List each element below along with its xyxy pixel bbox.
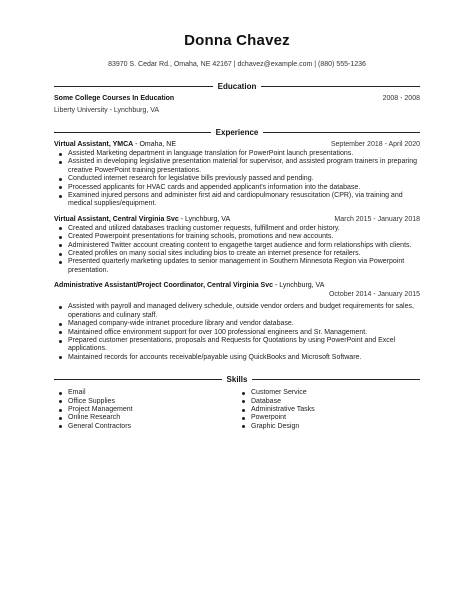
- skill-item: Email: [68, 389, 237, 397]
- divider-line: [261, 86, 420, 87]
- bullet-item: Assisted in developing legislative presentation material for supervisor, and assisted program trainers in preparing creative PowerPoint training presentations.: [68, 158, 420, 175]
- bullet-item: Maintained records for accounts receivable/payable using QuickBooks and Microsoft Software.: [68, 354, 420, 362]
- job-role: Virtual Assistant, Central Virginia Svc: [54, 215, 179, 223]
- job-dates: September 2018 - April 2020: [330, 141, 420, 148]
- divider-line: [54, 132, 211, 133]
- bullet-item: Presented quarterly marketing updates to senior management in Southern Minnesota Region via Powerpoint presentation.: [68, 258, 420, 275]
- job-header: [54, 215, 420, 224]
- job-location: - Lynchburg, VA: [178, 215, 231, 223]
- divider-line: [252, 379, 420, 380]
- bullet-item: Prepared customer presentations, proposals and Requests for Quotations by using PowerPoint and Excel applications.: [68, 337, 420, 354]
- skills-section-header: [54, 374, 420, 384]
- skill-item: Online Research: [68, 414, 237, 422]
- bullet-item: Created Powerpoint presentations for training schools, promotions and new accounts.: [68, 233, 420, 241]
- bullet-item: Created and utilized databases tracking customer requests, fulfillment and order history.: [68, 225, 420, 233]
- bullet-item: Examined injured persons and administer first aid and cardiopulmonary resuscitation (CPR), via training and medical supplies/equipment.: [68, 192, 420, 209]
- education-school: Liberty University - Lynchburg, VA: [54, 107, 160, 114]
- education-row: [54, 94, 420, 103]
- job-dates: March 2015 - January 2018: [334, 215, 420, 223]
- education-title: Education: [217, 81, 257, 91]
- experience-section-header: [54, 127, 420, 137]
- job-role: Administrative Assistant/Project Coordinator, Central Virginia Svc: [54, 282, 274, 290]
- divider-line: [54, 86, 213, 87]
- skill-item: General Contractors: [68, 423, 237, 431]
- job-bullets: [54, 150, 420, 209]
- skill-item: Powerpoint: [251, 414, 420, 422]
- skill-item: Customer Service: [251, 389, 420, 397]
- experience-title: Experience: [215, 127, 259, 137]
- bullet-item: Created profiles on many social sites including bios to create an internet presence for retailers.: [68, 250, 420, 258]
- skills-column-right: [237, 389, 420, 431]
- job-header: [54, 140, 420, 149]
- candidate-name: Donna Chavez: [184, 32, 290, 49]
- education-section-header: [54, 81, 420, 91]
- education-degree: Some College Courses In Education: [54, 95, 175, 102]
- job-bullets: [54, 225, 420, 275]
- job-location: - Omaha, NE: [133, 141, 177, 148]
- bullet-item: Administered Twitter account creating content to engagethe target audience and form relationships with clients.: [68, 242, 420, 250]
- skills-title: Skills: [226, 374, 248, 384]
- divider-line: [263, 132, 420, 133]
- job-header: [54, 281, 420, 290]
- job-bullets: [54, 303, 420, 362]
- bullet-item: Assisted Marketing department in language translation for PowerPoint launch presentations.: [68, 150, 420, 158]
- skill-item: Office Supplies: [68, 398, 237, 406]
- job-entry: [54, 281, 420, 362]
- job-entry: [54, 140, 420, 209]
- job-entry: [54, 215, 420, 275]
- bullet-item: Conducted internet research for legislative bills previously passed and pending.: [68, 175, 420, 183]
- job-dates: October 2014 - January 2015: [328, 291, 420, 299]
- bullet-item: Maintained office environment support for over 100 professional engineers and Sr. Management.: [68, 329, 420, 337]
- bullet-item: Assisted with payroll and managed delivery schedule, outside vendor orders and budget requirements for sales, operations and culinary staff.: [68, 303, 420, 320]
- contact-line: 83970 S. Cedar Rd., Omaha, NE 42167 | dchavez@example.com | (880) 555-1236: [108, 61, 366, 68]
- education-dates: 2008 - 2008: [382, 95, 420, 102]
- job-location: - Lynchburg, VA: [273, 282, 325, 290]
- bullet-item: Managed company-wide intranet procedure library and vendor database.: [68, 320, 420, 328]
- job-dates-row: [54, 290, 420, 299]
- skill-item: Administrative Tasks: [251, 406, 420, 414]
- skill-item: Graphic Design: [251, 423, 420, 431]
- skills-list: [54, 388, 420, 431]
- skill-item: Project Management: [68, 406, 237, 414]
- bullet-item: Processed applicants for HVAC cards and appended applicant's information into the database.: [68, 184, 420, 192]
- divider-line: [54, 379, 222, 380]
- job-role: Virtual Assistant, YMCA: [54, 141, 134, 148]
- skills-column-left: [54, 389, 237, 431]
- skill-item: Database: [251, 398, 420, 406]
